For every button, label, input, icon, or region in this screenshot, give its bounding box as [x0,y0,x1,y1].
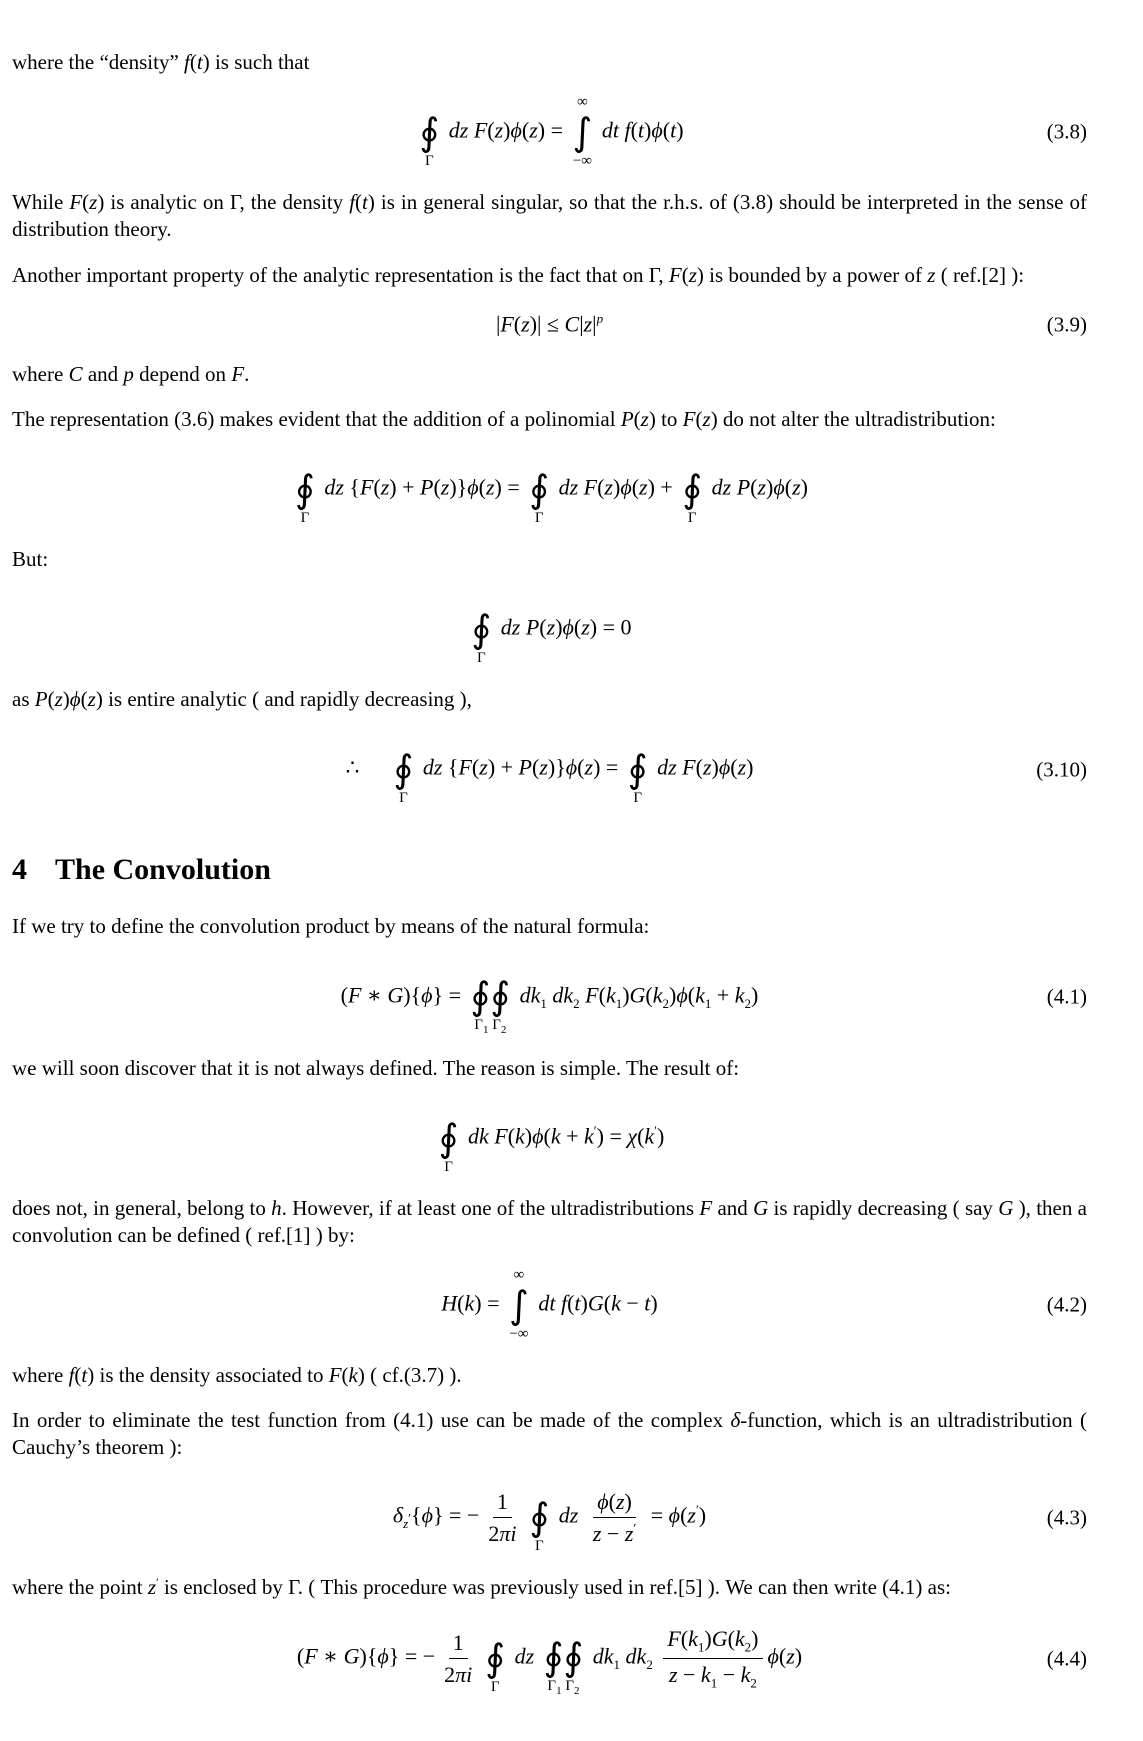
equation-4-1-body: (F ∗ G){ϕ} = ∮∮ $\Gamma_1$ $\Gamma_2$ $dk_1$ $dk_2$ $F(k_1)G(k_2)\phi(k_1 + k_2)$ [341,959,759,1036]
equation-4-1 [12,959,1087,1036]
double-contour-integral: ∮∮ $\Gamma_1$ $\Gamma_2$ [470,973,511,1036]
paragraph-but: But: [12,547,49,572]
fraction: $\frac{1}{2\pi i}$ [488,1488,517,1547]
equation-polynomial-zero-body: ∮ Γ dz P(z)ϕ(z) = 0 [467,592,631,667]
equation-chi-body: ∮ Γ dk F(k)ϕ(k + k′) = χ(k′) [435,1101,665,1176]
contour-integral: ∮ Γ [471,607,492,667]
equation-number-4-1: (4.1) [1046,984,1087,1009]
equation-number-4-2: (4.2) [1046,1292,1087,1317]
equation-number-3-10: (3.10) [1036,757,1087,781]
contour-integral: ∮ Γ [682,467,703,527]
contour-integral: ∮ Γ [529,467,550,527]
equation-polynomial-split-body: ∮ Γ dz {F(z) + P(z)}ϕ(z) = ∮ Γ dz F(z)ϕ(z) + ∮ Γ dz P(z)ϕ(z) [291,452,808,527]
equation-4-2-body: H(k) = ∞ ∫ −∞ dt f(t)G(k − t) [441,1266,658,1342]
paragraph-another-property: Another important property of the analytic representation is the fact that on Γ, F(z) is bounded by a power of z ( ref.[2] ): [12,262,1025,287]
therefore-symbol: ∴ [345,754,360,780]
paragraph-density-intro: where the “density” f(t) is such that [12,50,310,74]
paragraph-density-associated: where f(t) is the density associated to F(k) ( cf.(3.7) ). [12,1362,462,1387]
equation-3-10 [12,732,1087,807]
paragraph-representation-3-6: The representation (3.6) makes evident that the addition of a polinomial P(z) to F(z) do not alter the ultradistribution: [12,407,996,432]
equation-number-3-8: (3.8) [1046,119,1087,144]
contour-integral: ∮ Γ [485,1636,506,1695]
equation-number-4-3: (4.3) [1046,1505,1087,1530]
section-number: 4 [12,853,27,886]
fraction: $\frac{F(k_1)G(k_2)}{z - k_1 - k_2}$ [663,1626,762,1692]
paragraph-does-not-belong: does not, in general, belong to h. However, if at least one of the ultradistributions F and G is rapidly decreasing ( say G ), then a convolution can be defined ( ref.[1] ) by: [12,1195,1087,1247]
equation-3-8-body: ∮ Γ dz F(z)ϕ(z) = ∞ ∫ −∞ dt f(t)ϕ(t) [419,93,684,169]
paragraph-eliminate-test-function: In order to eliminate the test function from (4.1) use can be made of the complex δ-function, which is an ultradistribution ( Cauchy’s theorem ): [12,1408,1087,1460]
equation-3-9 [12,308,1087,342]
equation-polynomial-split [12,452,1087,527]
contour-integral: ∮ Γ [529,1495,550,1555]
paragraph-where-c-p: where C and p depend on F. [12,361,250,386]
equation-3-10-body: ∴ ∮ Γ dz {F(z) + P(z)}ϕ(z) = ∮ Γ dz F(z)ϕ(z) [346,732,754,807]
equation-number-3-9: (3.9) [1046,312,1087,336]
section-title: The Convolution [55,853,271,886]
fraction: $\frac{1}{2\pi i}$ [444,1629,473,1687]
contour-integral: ∮ Γ [627,747,648,806]
equation-4-4 [12,1620,1087,1697]
paragraph-convolution-intro: If we try to define the convolution product by means of the natural formula: [12,914,650,938]
contour-integral: ∮ Γ [419,109,440,169]
equation-3-8 [12,95,1087,170]
section-heading-convolution [12,853,1087,887]
double-contour-integral: ∮∮ $\Gamma_1$ $\Gamma_2$ [543,1635,584,1697]
equation-number-4-4: (4.4) [1046,1646,1087,1670]
equation-4-4-body: (F ∗ G){ϕ} = − $\frac{1}{2\pi i}$ ∮ Γ dz ∮∮ $\Gamma_1$ $\Gamma_2$ $dk_1$ $dk_2$ $\frac{F(k_1)G(k_2)}{z - k_1 - k_2}$ ϕ(z) [297,1620,802,1697]
equation-polynomial-zero [12,592,1087,667]
contour-integral: ∮ Γ [295,467,315,527]
contour-integral: ∮ Γ [438,1115,459,1175]
paragraph-entire-analytic: as P(z)ϕ(z) is entire analytic ( and rapidly decreasing ), [12,687,472,712]
equation-4-2 [12,1268,1087,1343]
contour-integral: ∮ Γ [393,747,414,806]
fraction: $\frac{\phi(z)}{z - z'}$ [592,1488,637,1547]
equation-4-3 [12,1480,1087,1555]
integral-minus-infinity-to-infinity: ∞ ∫ −∞ [572,93,593,169]
paragraph-while-analytic: While F(z) is analytic on Γ, the density f(t) is in general singular, so that the r.h.s. of (3.8) should be interpreted in the sense of distribution theory. [12,189,1088,241]
paragraph-not-always-defined: we will soon discover that it is not always defined. The reason is simple. The result of: [12,1055,740,1080]
equation-chi [12,1101,1087,1176]
integral-minus-infinity-to-infinity: ∞ ∫ −∞ [509,1266,529,1342]
paragraph-point-enclosed: where the point z′ is enclosed by Γ. ( This procedure was previously used in ref.[5] ). We can then write (4.1) as: [12,1575,951,1600]
equation-3-9-body: $|F(z)| \le C|z|^p$ [495,311,604,337]
equation-4-3-body: $\delta_{z'}\{\phi\}$ = − $\frac{1}{2\pi i}$ ∮ Γ dz $\frac{\phi(z)}{z - z'}$ = ϕ(z′) [393,1480,706,1555]
